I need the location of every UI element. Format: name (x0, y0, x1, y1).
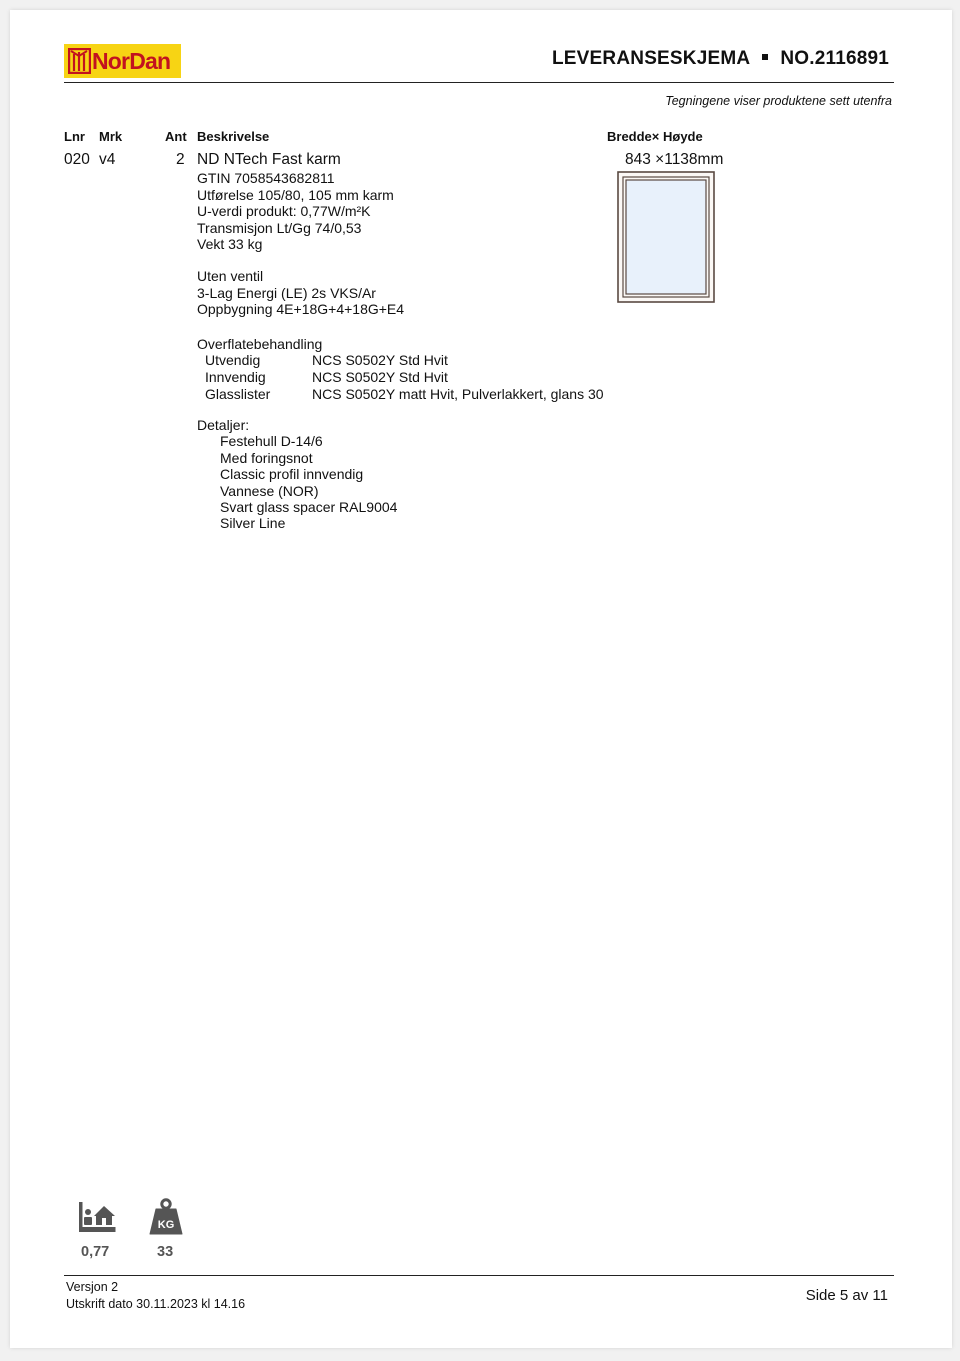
nordan-window-icon (68, 48, 91, 74)
print-date-text: Utskrift dato 30.11.2023 kl 14.16 (66, 1297, 246, 1311)
surface-title: Overflatebehandling (197, 336, 323, 352)
glass-line: 3-Lag Energi (LE) 2s VKS/Ar (197, 284, 376, 301)
weight-summary: 33 (157, 1244, 174, 1260)
item-size: 843 ×1138mm (625, 151, 724, 168)
u-value-summary: 0,77 (81, 1244, 110, 1260)
surface-value-interior: NCS S0502Y Std Hvit (312, 369, 448, 385)
item-name: ND NTech Fast karm (197, 151, 341, 168)
detail-item: Med foringsnot (220, 449, 313, 466)
surface-label-exterior: Utvendig (205, 352, 261, 368)
column-mrk: Mrk (99, 129, 123, 144)
footer-rule (64, 1275, 894, 1276)
detail-item: Festehull D-14/6 (220, 433, 323, 450)
glass-line: Uten ventil (197, 268, 264, 284)
detail-item: Classic profil innvendig (220, 466, 364, 483)
drawing-note: Tegningene viser produktene sett utenfra (665, 94, 892, 108)
details-title: Detaljer: (197, 417, 250, 433)
spec-line: U-verdi produkt: 0,77W/m²K (197, 203, 371, 220)
logo-text: NorDan (92, 47, 171, 74)
column-beskrivelse: Beskrivelse (197, 129, 270, 144)
document-number: NO.2116891 (780, 48, 890, 69)
version-text: Versjon 2 (66, 1280, 119, 1294)
page-number: Side 5 av 11 (805, 1287, 888, 1304)
document-page (10, 10, 952, 1348)
document-title (552, 48, 889, 70)
nordan-logo (64, 44, 181, 78)
column-lnr: Lnr (64, 129, 85, 144)
detail-item: Svart glass spacer RAL9004 (220, 499, 398, 516)
column-ant: Ant (165, 129, 187, 144)
title-text: LEVERANSESKJEMA (552, 48, 751, 69)
kg-label: KG (157, 1219, 175, 1231)
u-value-house-icon (77, 1200, 117, 1236)
surface-value-glazing-beads: NCS S0502Y matt Hvit, Pulverlakkert, glans 30 (312, 386, 604, 402)
spec-line: Vekt 33 kg (197, 236, 263, 253)
detail-item: Silver Line (220, 515, 286, 532)
spec-line: GTIN 7058543682811 (197, 170, 335, 186)
item-details (197, 417, 397, 532)
detail-item: Vannese (NOR) (220, 482, 319, 499)
surface-value-exterior: NCS S0502Y Std Hvit (312, 352, 448, 368)
glass-line: Oppbygning 4E+18G+4+18G+E4 (197, 301, 405, 318)
spec-line: Transmisjon Lt/Gg 74/0,53 (197, 219, 362, 236)
surface-label-glazing-beads: Glasslister (205, 386, 271, 402)
item-specs (197, 170, 394, 253)
item-ant: 2 (176, 151, 185, 168)
spec-line: Utførelse 105/80, 105 mm karm (197, 186, 394, 203)
surface-label-interior: Innvendig (205, 369, 266, 385)
item-lnr: 020 (64, 151, 90, 168)
weight-kg-icon (149, 1198, 183, 1236)
column-dimensions: Bredde× Høyde (607, 129, 703, 144)
item-mrk: v4 (99, 151, 116, 168)
window-drawing (617, 171, 715, 303)
title-separator (762, 54, 768, 60)
item-glass (197, 268, 404, 318)
header-rule (64, 82, 894, 83)
